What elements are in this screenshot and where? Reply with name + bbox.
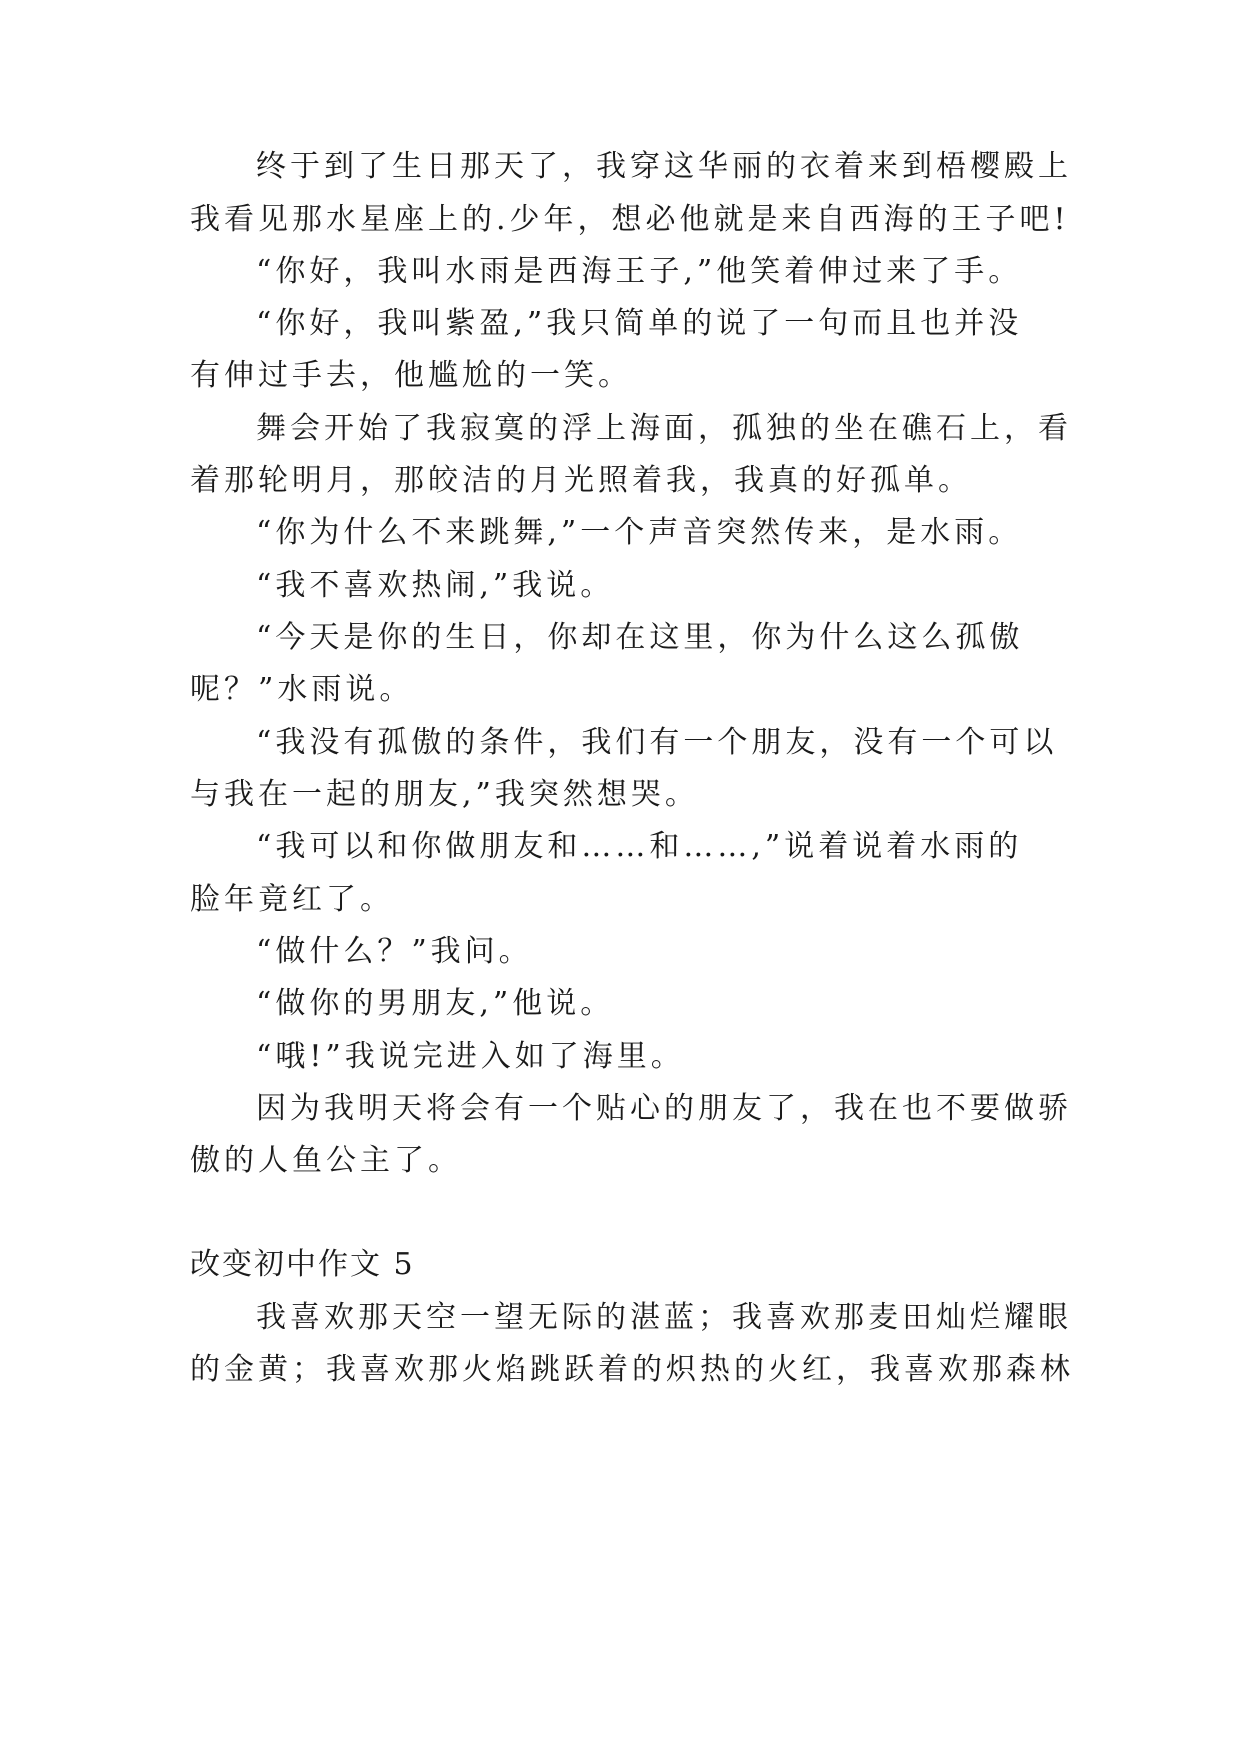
text-line: 傲的人鱼公主了。 [190, 1143, 462, 1178]
text-line: 舞会开始了我寂寞的浮上海面，孤独的坐在礁石上，看 [256, 411, 1072, 446]
text-line: 呢？”水雨说。 [190, 672, 414, 707]
text-line: “我可以和你做朋友和……和……,”说着说着水雨的 [256, 829, 1023, 864]
text-line: “今天是你的生日，你却在这里，你为什么这么孤傲 [256, 620, 1024, 655]
text-line: 终于到了生日那天了，我穿这华丽的衣着来到梧樱殿上 [256, 149, 1072, 184]
text-line: “你为什么不来跳舞,”一个声音突然传来，是水雨。 [256, 515, 1023, 550]
text-line: “哦!”我说完进入如了海里。 [256, 1039, 685, 1074]
text-line: “做什么？”我问。 [256, 934, 533, 969]
text-line: “你好，我叫紫盈,”我只简单的说了一句而且也并没 [256, 306, 1023, 341]
text-line: “我没有孤傲的条件，我们有一个朋友，没有一个可以 [256, 725, 1058, 760]
text-line: 因为我明天将会有一个贴心的朋友了，我在也不要做骄 [256, 1091, 1072, 1126]
text-line: 的金黄；我喜欢那火焰跳跃着的炽热的火红，我喜欢那森林 [190, 1352, 1074, 1387]
section-heading: 改变初中作文 5 [190, 1247, 415, 1282]
text-line: 我喜欢那天空一望无际的湛蓝；我喜欢那麦田灿烂耀眼 [256, 1300, 1072, 1335]
text-line: 着那轮明月，那皎洁的月光照着我，我真的好孤单。 [190, 463, 972, 498]
text-line: “做你的男朋友,”他说。 [256, 986, 615, 1021]
text-line: 有伸过手去，他尴尬的一笑。 [190, 358, 632, 393]
text-line: “我不喜欢热闹,”我说。 [256, 568, 615, 603]
text-line: “你好，我叫水雨是西海王子,”他笑着伸过来了手。 [256, 254, 1023, 289]
text-line: 与我在一起的朋友,”我突然想哭。 [190, 777, 699, 812]
text-line: 脸年竟红了。 [190, 882, 394, 917]
text-line: 我看见那水星座上的.少年，想必他就是来自西海的王子吧! [190, 202, 1070, 237]
